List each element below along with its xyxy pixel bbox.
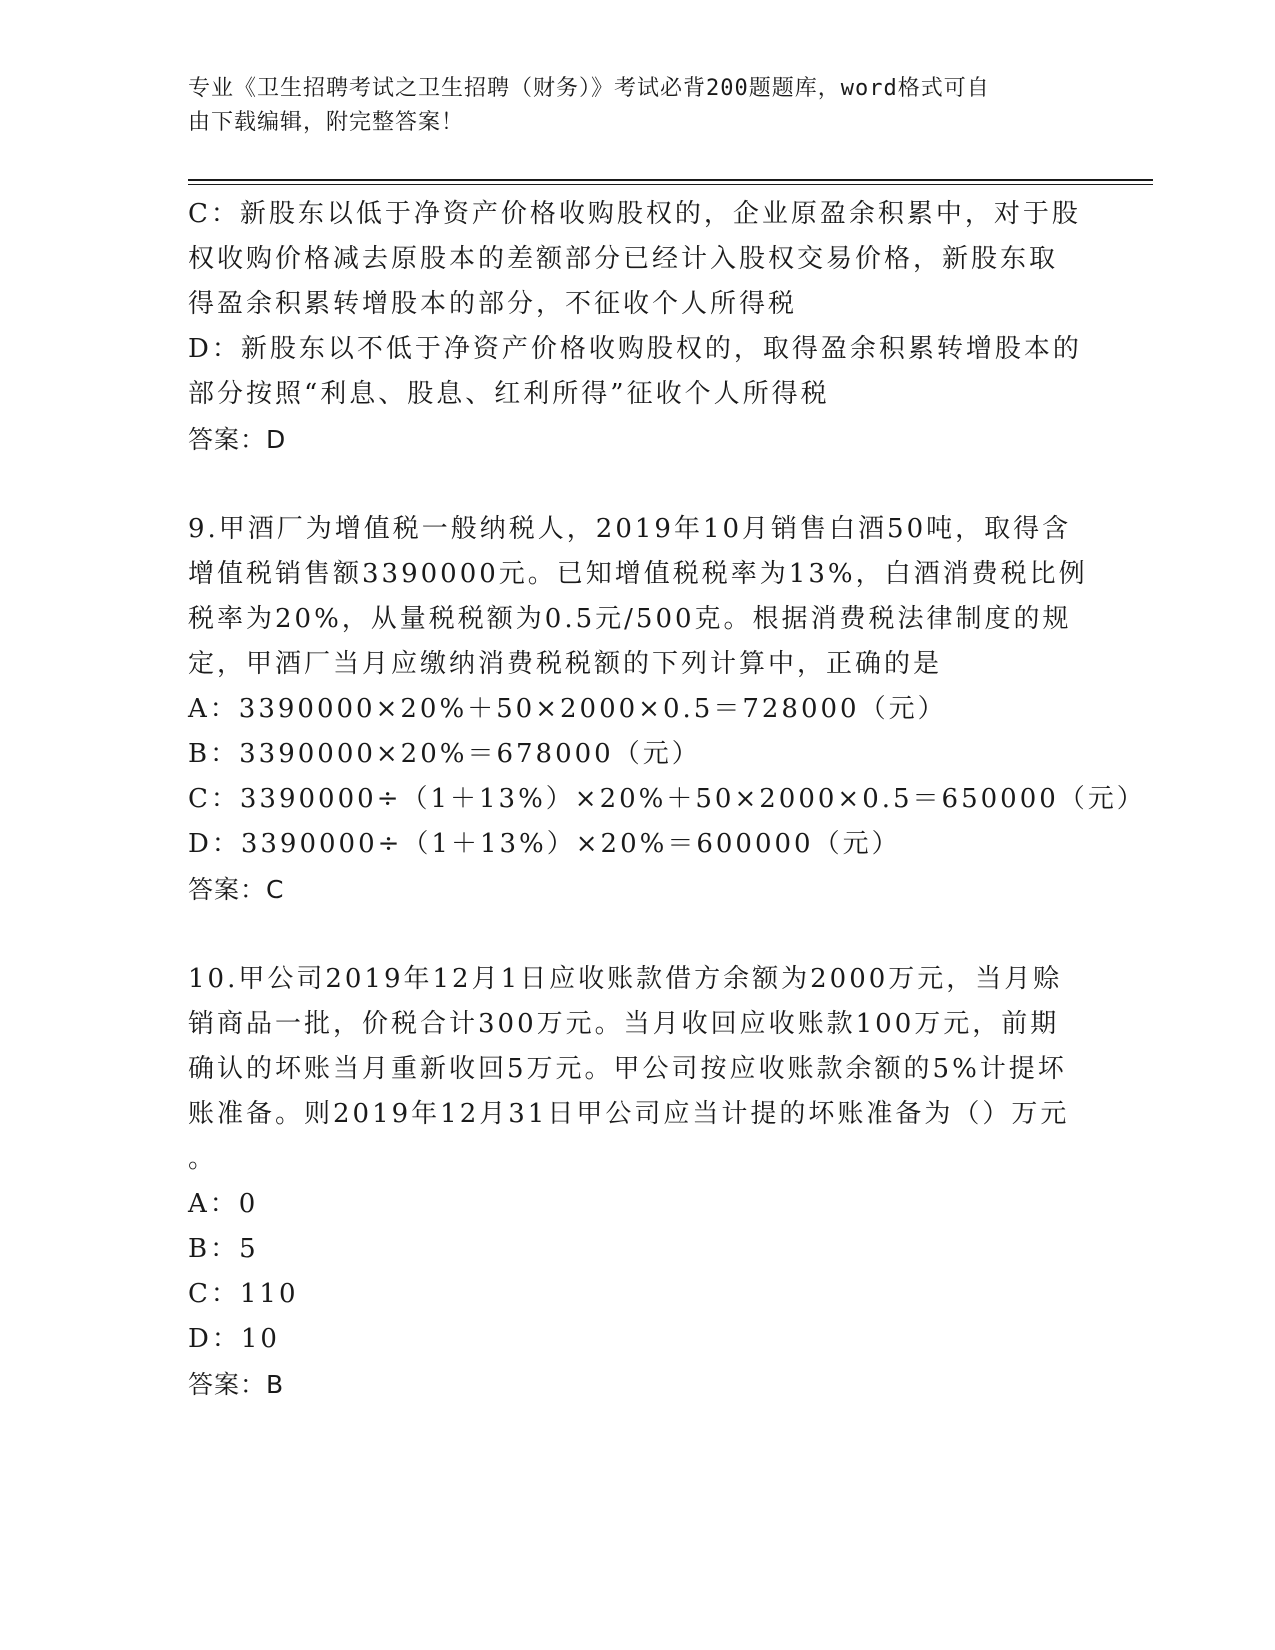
question-10: [188, 957, 1073, 1407]
question-9-option-c: C：3390000÷（1＋13%）×20%＋50×2000×0.5＝650000（元）: [188, 784, 1146, 814]
document-header: [188, 72, 1068, 140]
spacer: [188, 462, 1073, 507]
question-9-answer: 答案：C: [188, 875, 285, 904]
question-10-answer: 答案：B: [188, 1370, 285, 1399]
option-d-line-1: D：新股东以不低于净资产价格收购股权的，取得盈余积累转增股本的: [188, 334, 1082, 364]
question-10-option-a: A：0: [188, 1189, 259, 1219]
spacer: [188, 912, 1073, 957]
option-c-line-3: 得盈余积累转增股本的部分，不征收个人所得税: [188, 289, 798, 319]
option-c-line-2: 权收购价格减去原股本的差额部分已经计入股权交易价格，新股东取: [188, 244, 1059, 274]
question-9-stem-line-3: 税率为20%，从量税税额为0.5元/500克。根据消费税法律制度的规: [188, 604, 1072, 634]
question-10-option-d: D：10: [188, 1324, 280, 1354]
question-9-stem-line-2: 增值税销售额3390000元。已知增值税税率为13%，白酒消费税比例: [188, 559, 1088, 589]
question-9: [188, 507, 1146, 912]
question-10-stem-line-4: 账准备。则2019年12月31日甲公司应当计提的坏账准备为（）万元: [188, 1099, 1070, 1129]
question-9-stem-line-4: 定，甲酒厂当月应缴纳消费税税额的下列计算中，正确的是: [188, 649, 943, 679]
question-10-option-b: B：5: [188, 1234, 259, 1264]
question-10-stem-line-2: 销商品一批，价税合计300万元。当月收回应收账款100万元，前期: [188, 1009, 1060, 1039]
answer-line: 答案：D: [188, 425, 287, 454]
question-9-stem-line-1: 9.甲酒厂为增值税一般纳税人，2019年10月销售白酒50吨，取得含: [188, 514, 1072, 544]
question-9-option-d: D：3390000÷（1＋13%）×20%＝600000（元）: [188, 829, 901, 859]
previous-question-tail: [188, 192, 1082, 462]
header-divider-thin: [188, 184, 1153, 185]
question-10-option-c: C：110: [188, 1279, 299, 1309]
question-9-option-b: B：3390000×20%＝678000（元）: [188, 739, 701, 769]
header-title-line-2: 由下载编辑，附完整答案！: [188, 110, 465, 135]
question-10-stem-line-5: 。: [188, 1144, 218, 1174]
question-10-stem-line-3: 确认的坏账当月重新收回5万元。甲公司按应收账款余额的5%计提坏: [188, 1054, 1067, 1084]
question-9-option-a: A：3390000×20%＋50×2000×0.5＝728000（元）: [188, 694, 947, 724]
option-d-line-2: 部分按照“利息、股息、红利所得”征收个人所得税: [188, 379, 830, 409]
document-body: [188, 192, 1146, 1407]
header-title-line-1: 专业《卫生招聘考试之卫生招聘（财务）》考试必背200题题库，word格式可自: [188, 76, 990, 101]
question-10-stem-line-1: 10.甲公司2019年12月1日应收账款借方余额为2000万元，当月赊: [188, 964, 1063, 994]
option-c-line-1: C：新股东以低于净资产价格收购股权的，企业原盈余积累中，对于股: [188, 199, 1081, 229]
header-divider-thick: [188, 179, 1153, 181]
